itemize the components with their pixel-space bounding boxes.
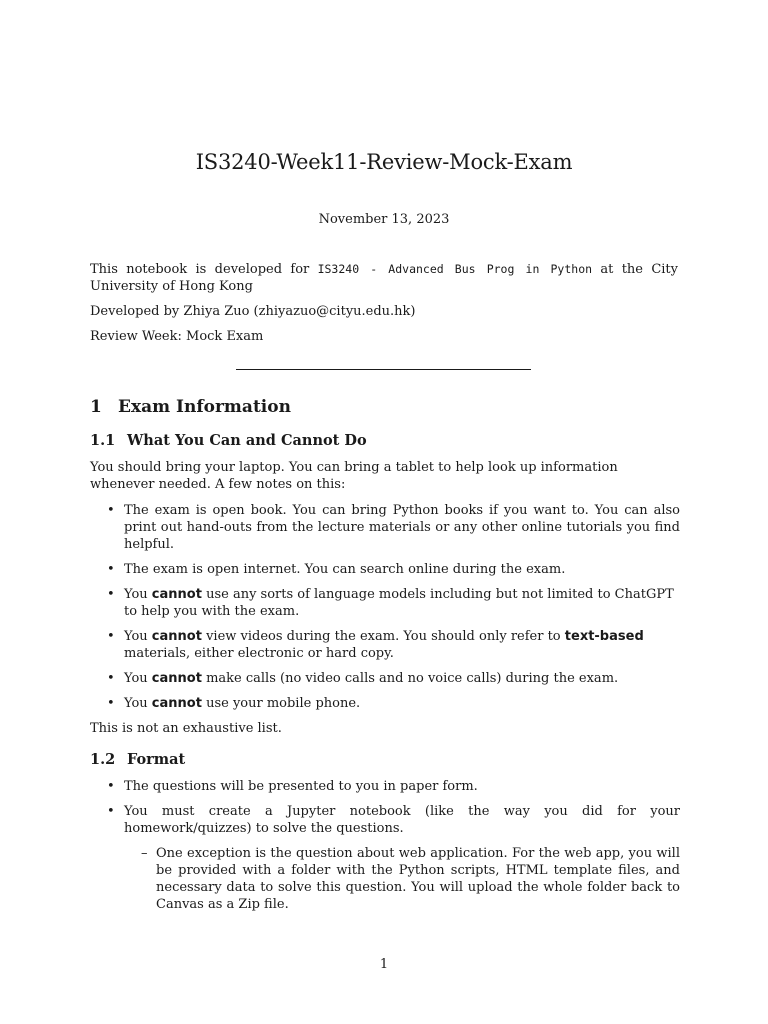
- list-item: • The exam is open book. You can bring Python books if you want to. You can also print out hand-outs from the lecture materials or any other online tutorials you find helpful.: [90, 502, 680, 553]
- intro-text-post: at the City University of Hong Kong: [90, 262, 678, 294]
- section-heading-1: [90, 397, 291, 417]
- course-code: IS3240 - Advanced Bus Prog in Python: [317, 262, 593, 276]
- list-item: • The questions will be presented to you in paper form.: [90, 778, 680, 795]
- list-item: • You cannot make calls (no video calls and no voice calls) during the exam.: [90, 670, 680, 687]
- sub-list-item: – One exception is the question about web application. For the web app, you will be provided with a folder with the Python scripts, HTML template files, and necessary data to solve this question. You will upload the whole folder back to Canvas as a Zip file.: [124, 845, 680, 913]
- document-title: IS3240-Week11-Review-Mock-Exam: [195, 150, 573, 174]
- section-1-1-intro: You should bring your laptop. You can bring a tablet to help look up information whenever needed. A few notes on this:: [90, 460, 618, 492]
- list-item: • You must create a Jupyter notebook (like the way you did for your homework/quizzes) to solve the questions. – One exception is the question about web application. For the web app, you will be provided with a folder with the Python scripts, HTML template files, and necessary data to solve this question. You will upload the whole folder back to Canvas as a Zip file.: [90, 803, 680, 913]
- subsection-title: What You Can and Cannot Do: [127, 432, 367, 449]
- subsection-title: Format: [127, 751, 186, 768]
- subsection-number: 1.2: [90, 751, 116, 768]
- section-number: 1: [90, 397, 102, 417]
- section-1-1-outro: This is not an exhaustive list.: [90, 721, 282, 736]
- list-item: • You cannot view videos during the exam. You should only refer to text-based materials, either electronic or hard copy.: [90, 628, 680, 662]
- page-number: 1: [379, 957, 389, 972]
- section-1-2-body: [90, 778, 680, 921]
- subsection-heading-1-1: [90, 432, 367, 449]
- intro-block: [90, 261, 678, 345]
- emphasis-cannot: cannot: [151, 671, 202, 686]
- list-item: • You cannot use your mobile phone.: [90, 695, 680, 712]
- emphasis-cannot: cannot: [151, 587, 202, 602]
- intro-author: Developed by Zhiya Zuo (zhiyazuo@cityu.edu.hk): [90, 304, 416, 319]
- format-list: [90, 778, 680, 913]
- horizontal-rule: [236, 369, 531, 370]
- intro-review-week: Review Week: Mock Exam: [90, 329, 264, 344]
- list-item: • You cannot use any sorts of language models including but not limited to ChatGPT to help you with the exam.: [90, 586, 680, 620]
- intro-text-pre: This notebook is developed for: [90, 262, 318, 277]
- section-1-1-body: [90, 459, 680, 737]
- emphasis-text-based: text-based: [564, 629, 644, 644]
- list-item: • The exam is open internet. You can search online during the exam.: [90, 561, 680, 578]
- emphasis-cannot: cannot: [151, 629, 202, 644]
- intro-course-paragraph: [90, 261, 678, 295]
- section-title: Exam Information: [118, 397, 291, 417]
- emphasis-cannot: cannot: [151, 696, 202, 711]
- subsection-heading-1-2: [90, 751, 185, 768]
- document-date: November 13, 2023: [318, 212, 450, 227]
- subsection-number: 1.1: [90, 432, 116, 449]
- rules-list: [90, 502, 680, 712]
- format-sublist: [124, 845, 680, 913]
